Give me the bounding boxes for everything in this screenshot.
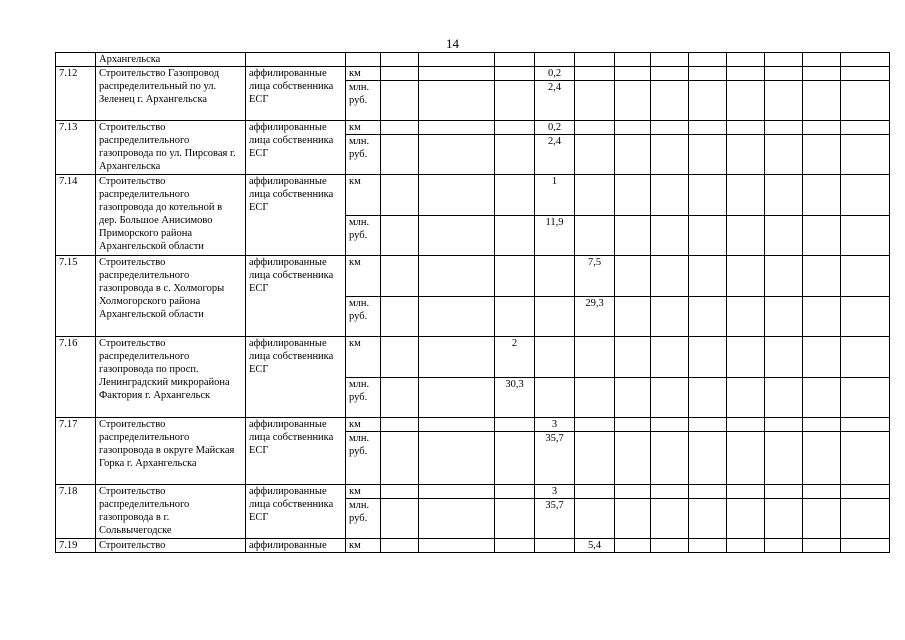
value-cell (495, 539, 535, 553)
value-cell (803, 297, 841, 337)
value-cell (689, 485, 727, 499)
value-cell (651, 337, 689, 378)
value-cell (727, 297, 765, 337)
value-cell (575, 175, 615, 216)
value-cell (689, 175, 727, 216)
value-cell (765, 539, 803, 553)
value-cell (381, 337, 419, 378)
table-row (56, 337, 890, 378)
unit-cell: млн. руб. (346, 499, 381, 539)
value-cell (651, 297, 689, 337)
value-cell (495, 499, 535, 539)
value-cell (689, 297, 727, 337)
value-cell (495, 135, 535, 175)
value-cell (803, 135, 841, 175)
unit-cell: млн. руб. (346, 135, 381, 175)
value-cell (841, 297, 890, 337)
value-cell (765, 81, 803, 121)
project-name: Строительство распределительного газопровода по просп. Ленинградский микрорайона Фактория г. Архангельск (96, 337, 246, 418)
unit-cell: млн. руб. (346, 432, 381, 485)
value-cell (727, 81, 765, 121)
unit-cell: км (346, 485, 381, 499)
value-cell (803, 378, 841, 418)
value-cell (419, 337, 495, 378)
unit-cell: км (346, 121, 381, 135)
value-cell (727, 67, 765, 81)
value-cell (575, 337, 615, 378)
value-cell (841, 432, 890, 485)
value-cell (615, 216, 651, 256)
value-cell (841, 175, 890, 216)
value-cell: 1 (535, 175, 575, 216)
value-cell (615, 539, 651, 553)
owner-cell: аффилированные лица собственника ЕСГ (246, 175, 346, 256)
owner-cell: аффилированные лица собственника ЕСГ (246, 121, 346, 175)
table-row (56, 418, 890, 432)
value-cell (381, 81, 419, 121)
value-cell (651, 499, 689, 539)
row-number: 7.14 (56, 175, 96, 256)
value-cell (727, 539, 765, 553)
investment-table (55, 52, 890, 553)
value-cell: 30,3 (495, 378, 535, 418)
value-cell (495, 67, 535, 81)
value-cell (765, 297, 803, 337)
value-cell (615, 81, 651, 121)
value-cell (419, 81, 495, 121)
value-cell (841, 256, 890, 297)
value-cell (615, 297, 651, 337)
row-number: 7.18 (56, 485, 96, 539)
table-row (56, 175, 890, 216)
value-cell (803, 539, 841, 553)
value-cell (841, 67, 890, 81)
value-cell (381, 499, 419, 539)
value-cell (575, 418, 615, 432)
value-cell (841, 81, 890, 121)
value-cell (575, 432, 615, 485)
value-cell (419, 485, 495, 499)
value-cell: 3 (535, 418, 575, 432)
value-cell: 35,7 (535, 499, 575, 539)
value-cell (419, 175, 495, 216)
value-cell: 2,4 (535, 81, 575, 121)
table-row (56, 256, 890, 297)
value-cell (495, 121, 535, 135)
owner-cell: аффилированные (246, 539, 346, 553)
owner-cell: аффилированные лица собственника ЕСГ (246, 67, 346, 121)
project-name: Строительство распределительного газопровода до котельной в дер. Большое Анисимово Приморского района Архангельской области (96, 175, 246, 256)
value-cell (615, 337, 651, 378)
value-cell (651, 256, 689, 297)
value-cell (615, 432, 651, 485)
value-cell (651, 378, 689, 418)
value-cell (575, 121, 615, 135)
value-cell (419, 256, 495, 297)
value-cell (689, 337, 727, 378)
value-cell (651, 175, 689, 216)
value-cell (689, 418, 727, 432)
value-cell (419, 378, 495, 418)
value-cell (727, 499, 765, 539)
value-cell (689, 378, 727, 418)
value-cell: 3 (535, 485, 575, 499)
owner-cell: аффилированные лица собственника ЕСГ (246, 337, 346, 418)
value-cell (381, 378, 419, 418)
value-cell (765, 135, 803, 175)
owner-cell: аффилированные лица собственника ЕСГ (246, 485, 346, 539)
value-cell: 5,4 (575, 539, 615, 553)
value-cell: 35,7 (535, 432, 575, 485)
value-cell (495, 256, 535, 297)
value-cell (765, 485, 803, 499)
value-cell (803, 337, 841, 378)
value-cell (841, 378, 890, 418)
value-cell (615, 499, 651, 539)
value-cell (419, 121, 495, 135)
project-name: Строительство (96, 539, 246, 553)
value-cell (615, 418, 651, 432)
row-number: 7.12 (56, 67, 96, 121)
page-number: 14 (446, 36, 459, 51)
value-cell (419, 432, 495, 485)
value-cell: 2,4 (535, 135, 575, 175)
value-cell (575, 499, 615, 539)
value-cell: 0,2 (535, 121, 575, 135)
value-cell (803, 432, 841, 485)
row-number: 7.16 (56, 337, 96, 418)
value-cell (495, 81, 535, 121)
table-row (56, 539, 890, 553)
row-number: 7.19 (56, 539, 96, 553)
unit-cell: км (346, 539, 381, 553)
value-cell (535, 378, 575, 418)
value-cell (689, 135, 727, 175)
project-name: Строительство распределительного газопровода в г. Сольвычегодске (96, 485, 246, 539)
value-cell (765, 121, 803, 135)
value-cell (727, 135, 765, 175)
value-cell (651, 418, 689, 432)
unit-cell: км (346, 418, 381, 432)
value-cell (803, 67, 841, 81)
table-row (56, 67, 890, 81)
value-cell (535, 337, 575, 378)
project-name: Строительство Газопровод распределительный по ул. Зеленец г. Архангельска (96, 67, 246, 121)
value-cell (651, 216, 689, 256)
value-cell (841, 337, 890, 378)
value-cell (765, 418, 803, 432)
value-cell (495, 297, 535, 337)
value-cell (419, 67, 495, 81)
table-row (56, 121, 890, 135)
value-cell (727, 378, 765, 418)
value-cell (575, 135, 615, 175)
value-cell (651, 81, 689, 121)
value-cell (575, 67, 615, 81)
value-cell (765, 378, 803, 418)
row-number: 7.15 (56, 256, 96, 337)
unit-cell: млн. руб. (346, 216, 381, 256)
value-cell (575, 485, 615, 499)
value-cell (495, 485, 535, 499)
value-cell: 7,5 (575, 256, 615, 297)
value-cell (803, 216, 841, 256)
value-cell (419, 499, 495, 539)
value-cell (727, 337, 765, 378)
value-cell: 0,2 (535, 67, 575, 81)
value-cell (495, 216, 535, 256)
value-cell (381, 418, 419, 432)
project-name: Строительство распределительного газопровода по ул. Пирсовая г. Архангельска (96, 121, 246, 175)
value-cell (765, 256, 803, 297)
value-cell (615, 67, 651, 81)
value-cell (841, 485, 890, 499)
value-cell (689, 256, 727, 297)
value-cell: 29,3 (575, 297, 615, 337)
value-cell (727, 418, 765, 432)
value-cell (381, 67, 419, 81)
value-cell (765, 337, 803, 378)
value-cell (615, 175, 651, 216)
value-cell (381, 485, 419, 499)
project-name: Строительство распределительного газопровода в округе Майская Горка г. Архангельска (96, 418, 246, 485)
value-cell (651, 485, 689, 499)
value-cell (841, 135, 890, 175)
value-cell (765, 175, 803, 216)
value-cell (727, 485, 765, 499)
value-cell (419, 135, 495, 175)
value-cell (651, 135, 689, 175)
value-cell (803, 256, 841, 297)
owner-cell: аффилированные лица собственника ЕСГ (246, 418, 346, 485)
value-cell (803, 499, 841, 539)
table-row (56, 485, 890, 499)
value-cell (803, 175, 841, 216)
value-cell (765, 216, 803, 256)
value-cell (419, 539, 495, 553)
value-cell (803, 485, 841, 499)
value-cell (727, 256, 765, 297)
value-cell (765, 432, 803, 485)
value-cell (615, 485, 651, 499)
value-cell (381, 297, 419, 337)
value-cell (689, 67, 727, 81)
value-cell (381, 216, 419, 256)
value-cell (841, 216, 890, 256)
value-cell (615, 135, 651, 175)
value-cell (381, 539, 419, 553)
unit-cell: млн. руб. (346, 378, 381, 418)
value-cell (651, 67, 689, 81)
value-cell (689, 81, 727, 121)
owner-cell: аффилированные лица собственника ЕСГ (246, 256, 346, 337)
unit-cell: км (346, 337, 381, 378)
row-number: 7.17 (56, 418, 96, 485)
value-cell (381, 175, 419, 216)
value-cell (803, 418, 841, 432)
value-cell (689, 539, 727, 553)
value-cell (575, 378, 615, 418)
unit-cell: млн. руб. (346, 297, 381, 337)
value-cell (765, 499, 803, 539)
unit-cell: км (346, 175, 381, 216)
value-cell (419, 216, 495, 256)
value-cell (689, 432, 727, 485)
unit-cell: млн. руб. (346, 81, 381, 121)
value-cell (615, 378, 651, 418)
value-cell (689, 216, 727, 256)
continuation-text: Архангельска (96, 53, 246, 67)
row-number: 7.13 (56, 121, 96, 175)
value-cell (727, 175, 765, 216)
value-cell (841, 121, 890, 135)
value-cell (651, 432, 689, 485)
value-cell (803, 81, 841, 121)
value-cell (841, 418, 890, 432)
value-cell (381, 432, 419, 485)
value-cell (651, 539, 689, 553)
value-cell (651, 121, 689, 135)
value-cell (381, 135, 419, 175)
unit-cell: км (346, 256, 381, 297)
value-cell (841, 499, 890, 539)
value-cell (535, 297, 575, 337)
value-cell (419, 297, 495, 337)
value-cell: 2 (495, 337, 535, 378)
value-cell (381, 121, 419, 135)
project-name: Строительство распределительного газопровода в с. Холмогоры Холмогорского района Архангельской области (96, 256, 246, 337)
value-cell (803, 121, 841, 135)
value-cell (535, 539, 575, 553)
value-cell (381, 256, 419, 297)
value-cell (689, 121, 727, 135)
value-cell (575, 81, 615, 121)
value-cell: 11,9 (535, 216, 575, 256)
continuation-row (56, 53, 890, 67)
value-cell (765, 67, 803, 81)
value-cell (689, 499, 727, 539)
value-cell (615, 256, 651, 297)
value-cell (575, 216, 615, 256)
value-cell (495, 432, 535, 485)
value-cell (615, 121, 651, 135)
value-cell (535, 256, 575, 297)
value-cell (495, 418, 535, 432)
value-cell (495, 175, 535, 216)
value-cell (841, 539, 890, 553)
value-cell (727, 121, 765, 135)
value-cell (727, 216, 765, 256)
value-cell (727, 432, 765, 485)
value-cell (419, 418, 495, 432)
unit-cell: км (346, 67, 381, 81)
